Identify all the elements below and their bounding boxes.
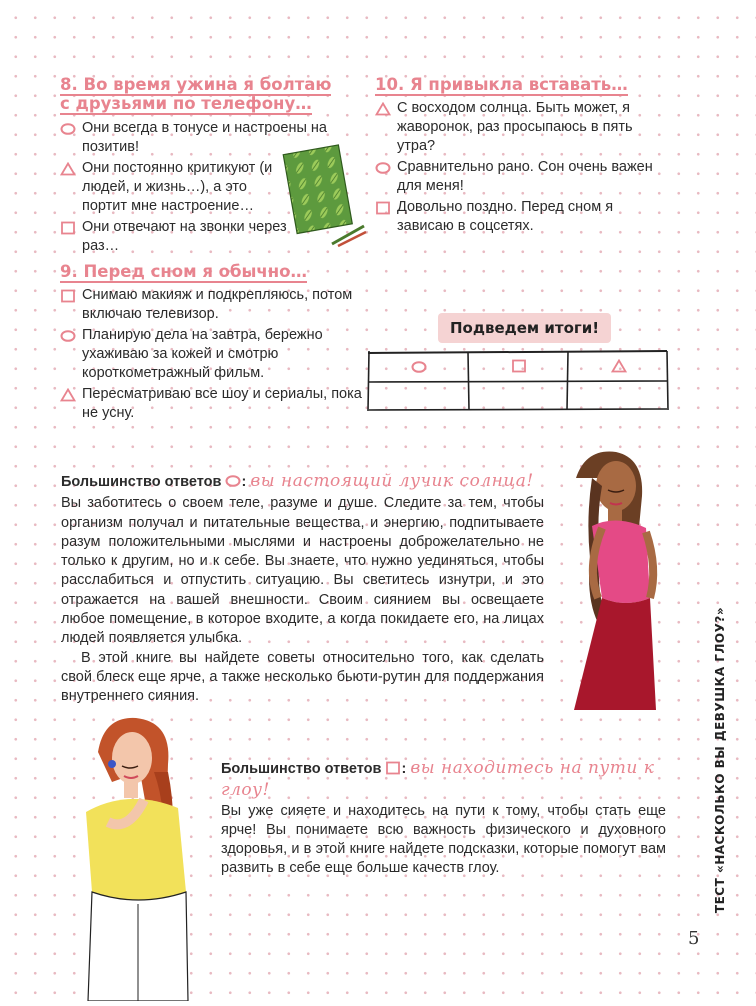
question-10-title: 10. Я привыкла вставать… bbox=[375, 75, 628, 94]
triangle-icon bbox=[60, 388, 76, 402]
totals-label: Подведем итоги! bbox=[438, 313, 611, 343]
answer-option: Снимаю макияж и подкрепляюсь, потом включаю телевизор. bbox=[60, 286, 360, 324]
square-icon bbox=[511, 359, 527, 378]
question-8-title: 8. Во время ужина я болтаю с друзьями по телефону… bbox=[60, 75, 332, 113]
girl-illustration-yellow bbox=[68, 712, 208, 1001]
result-square-body: Вы уже сияете и находитесь на пути к тому, чтобы стать еще ярче! Вы понимаете всю важность физического и духовного здоровья, и в этой книге найдете подсказки, которые помогут вам развить в себе еще больше качеств глоу. bbox=[221, 802, 666, 877]
square-icon bbox=[60, 221, 76, 235]
result-circle-body: Вы заботитесь о своем теле, разуме и душе. Следите за тем, чтобы организм получал и питательные вещества, и энергию, подпитываете разум положительными мыслями и настроены доброжелательно не только к другим, но и к себе. Вы знаете, что нужно уединяться, чтобы расслабиться и отпустить ситуацию. Вы светитесь изнутри, и это отражается на вашей внешности. Своим сиянием вы освещаете любое помещение, в которое входите, а когда покидаете его, на лицах людей появляется улыбка. bbox=[61, 495, 544, 647]
answer-option: Довольно поздно. Перед сном я зависаю в соцсетях. bbox=[375, 198, 670, 236]
notebook-illustration bbox=[280, 140, 370, 250]
side-section-tab: ТЕСТ «НАСКОЛЬКО ВЫ ДЕВУШКА ГЛОУ?» bbox=[713, 606, 727, 914]
answer-option: Они отвечают на звонки через раз… bbox=[60, 218, 360, 256]
circle-icon bbox=[225, 474, 241, 494]
result-square: Большинство ответов : вы находитесь на пути к глоу! Вы уже сияете и находитесь на пути к тому, чтобы стать еще ярче! Вы понимаете всю важность физического и духовного здоровья, и в этой книге найдете подсказки, которые помогут вам развить в себе еще больше качеств глоу. bbox=[221, 759, 666, 879]
square-icon bbox=[60, 289, 76, 303]
girl-illustration-pink bbox=[546, 448, 666, 710]
page-number: 5 bbox=[688, 928, 700, 949]
triangle-icon bbox=[611, 359, 627, 378]
question-9 bbox=[60, 262, 360, 423]
result-circle-body-2: В этой книге вы найдете советы относительно того, как сделать свой блеск еще ярче, а также несколько бьюти-рутин для поддержания внутреннего сияния. bbox=[61, 649, 544, 705]
circle-icon bbox=[411, 360, 427, 379]
result-circle: Большинство ответов : вы настоящий лучик солнца! Вы заботитесь о своем теле, разуме и душе. Следите за тем, чтобы организм получал и питательные вещества, и энергию, подпитываете разум положительными мыслями и настроены доброжелательно не только к другим, но и к себе. Вы знаете, что нужно уединяться, чтобы расслабиться и отпустить ситуацию. Вы светитесь изнутри, и это отражается на вашей внешности. Своим сиянием вы освещаете любое помещение, в которое входите, а когда покидаете его, на лицах людей появляется улыбка. В этой книге вы найдете советы относительно того, как сделать свой блеск еще ярче, а также несколько бьюти-рутин для поддержания внутреннего сияния. bbox=[61, 472, 544, 707]
answer-option: Они всегда в тонусе и настроены на позитив! bbox=[60, 119, 360, 157]
triangle-icon bbox=[60, 162, 76, 176]
result-circle-lead: Большинство ответов bbox=[61, 474, 222, 490]
totals-table bbox=[367, 350, 669, 412]
question-10 bbox=[375, 75, 670, 236]
triangle-icon bbox=[375, 102, 391, 116]
answer-option: Планирую дела на завтра, бережно ухаживаю за кожей и смотрю короткометражный фильм. bbox=[60, 326, 360, 383]
answer-option: Сравнительно рано. Сон очень важен для меня! bbox=[375, 158, 670, 196]
circle-icon bbox=[60, 329, 76, 343]
answer-option: Пересматриваю все шоу и сериалы, пока не усну. bbox=[60, 385, 360, 423]
result-square-lead: Большинство ответов bbox=[221, 761, 382, 777]
result-circle-headline: вы настоящий лучик солнца! bbox=[250, 471, 534, 491]
answer-option: С восходом солнца. Быть может, я жаворонок, раз просыпаюсь в пять утра? bbox=[375, 99, 670, 156]
result-square-headline: вы находитесь на пути к глоу! bbox=[221, 758, 655, 801]
question-9-title: 9. Перед сном я обычно… bbox=[60, 262, 307, 281]
square-icon bbox=[375, 201, 391, 215]
circle-icon bbox=[375, 161, 391, 175]
square-icon bbox=[385, 761, 401, 781]
circle-icon bbox=[60, 122, 76, 136]
answer-option: Они постоянно критикуют (и людей, и жизнь…), а это портит мне настроение… bbox=[60, 159, 360, 216]
